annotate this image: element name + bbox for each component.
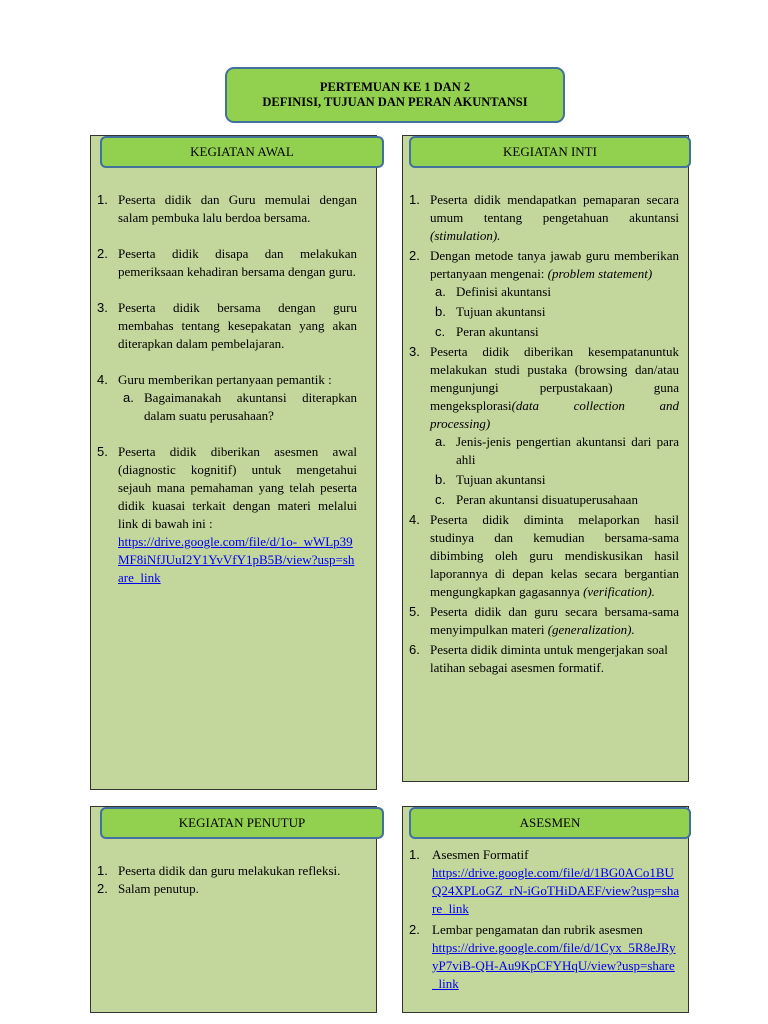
- sub-item-text: Tujuan akuntansi: [456, 472, 546, 487]
- sub-item-text: Peran akuntansi disuatuperusahaan: [456, 492, 638, 507]
- item-text: Guru memberikan pertanyaan pemantik :: [118, 372, 332, 387]
- sub-item-text: Definisi akuntansi: [456, 284, 551, 299]
- item-emphasis: (data collection and processing): [430, 398, 679, 431]
- page-title: [225, 67, 565, 123]
- list-item: 2. Dengan metode tanya jawab guru memberikan pertanyaan mengenai: (problem statement) a. Definisi akuntansi b. Tujuan akuntansi c. Peran akuntansi: [409, 248, 679, 339]
- header-asesmen: ASESMEN: [409, 807, 691, 839]
- sub-list-item: a. Jenis-jenis pengertian akuntansi dari para ahli: [435, 434, 679, 467]
- item-text: Peserta didik disapa dan melakukan pemeriksaan kehadiran bersama dengan guru.: [118, 246, 357, 279]
- item-text: Peserta didik diminta melaporkan hasil studinya dan kemudian bersama-sama dibimbing oleh guru mendiskusikan hasil laporannya di depan kelas secara bergantian mengungkapkan gagasannya: [430, 512, 679, 599]
- list-item: 3. Peserta didik diberikan kesempatanuntuk melakukan studi pustaka (browsing dan/atau mengunjungi perpustakaan) guna mengeksplorasi(data collection and processing) a. Jenis-jenis pengertian akuntansi dari para ahli b. Tujuan akuntansi c. Peran akuntansi disuatuperusahaan: [409, 344, 679, 507]
- list-item: 4. Peserta didik diminta melaporkan hasil studinya dan kemudian bersama-sama dibimbing oleh guru mendiskusikan hasil laporannya di depan kelas secara bergantian mengungkapkan gagasannya (verification).: [409, 512, 679, 599]
- sub-list-item: c. Peran akuntansi: [435, 324, 539, 339]
- sub-item-text: Bagaimanakah akuntansi diterapkan dalam suatu perusahaan?: [144, 390, 357, 423]
- item-emphasis: (verification).: [583, 584, 655, 599]
- item-text: Peserta didik diberikan kesempatanuntuk melakukan studi pustaka (browsing dan/atau mengunjungi perpustakaan) guna mengeksplorasi: [430, 344, 679, 413]
- list-item: 1. Peserta didik dan Guru memulai dengan salam pembuka lalu berdoa bersama.: [97, 192, 357, 225]
- list-item: 1. Peserta didik dan guru melakukan refleksi.: [97, 863, 341, 878]
- sub-list-item: b. Tujuan akuntansi: [435, 304, 546, 319]
- item-text: Asesmen Formatif: [432, 847, 529, 862]
- list-item: 1. Asesmen Formatif https://drive.google.com/file/d/1BG0ACo1BUQ24XPLoGZ_rN-iGoTHiDAEF/view?usp=share_link: [409, 847, 680, 916]
- item-text: Dengan metode tanya jawab guru memberikan pertanyaan mengenai:: [430, 248, 679, 281]
- sub-list-item: b. Tujuan akuntansi: [435, 472, 546, 487]
- diagnostic-link[interactable]: https://drive.google.com/file/d/1o-_wWLp39MF8iNfJUuI2Y1YvVfY1pB5B/view?usp=share_link: [118, 534, 355, 585]
- list-item: 2. Lembar pengamatan dan rubrik asesmen https://drive.google.com/file/d/1Cyx_5R8eJRyyP7viB-QH-Au9KpCFYHqU/view?usp=share_link: [409, 921, 681, 993]
- sub-item-text: Peran akuntansi: [456, 324, 539, 339]
- sub-item-text: Jenis-jenis pengertian akuntansi dari para ahli: [456, 434, 679, 467]
- list-item: 2. Salam penutup.: [97, 881, 199, 896]
- title-line-2: DEFINISI, TUJUAN DAN PERAN AKUNTANSI: [262, 95, 528, 109]
- item-text: Peserta didik dan Guru memulai dengan salam pembuka lalu berdoa bersama.: [118, 192, 357, 225]
- item-text: Peserta didik bersama dengan guru membahas tentang kesepakatan yang akan diterapkan dalam pembelajaran.: [118, 300, 357, 351]
- item-emphasis: (generalization).: [547, 622, 635, 637]
- sub-list-item: c. Peran akuntansi disuatuperusahaan: [435, 492, 638, 507]
- item-text: Lembar pengamatan dan rubrik asesmen: [432, 922, 643, 937]
- sub-list-item: a. Definisi akuntansi: [435, 284, 551, 299]
- header-kegiatan-inti: KEGIATAN INTI: [409, 136, 691, 168]
- list-item: 2. Peserta didik disapa dan melakukan pemeriksaan kehadiran bersama dengan guru.: [97, 246, 357, 279]
- list-kegiatan-awal: [97, 191, 357, 587]
- list-item: 5. Peserta didik dan guru secara bersama-sama menyimpulkan materi (generalization).: [409, 604, 679, 637]
- item-text: Peserta didik diberikan asesmen awal (diagnostic kognitif) untuk mengetahui sejauh mana pemahaman yang telah peserta didik kuasai terkait dengan materi melalui link di bawah ini :: [118, 444, 357, 531]
- list-item: 3. Peserta didik bersama dengan guru membahas tentang kesepakatan yang akan diterapkan dalam pembelajaran.: [97, 300, 357, 351]
- header-kegiatan-awal: KEGIATAN AWAL: [100, 136, 384, 168]
- item-text: Peserta didik dan guru secara bersama-sama menyimpulkan materi: [430, 604, 679, 637]
- header-kegiatan-penutup: KEGIATAN PENUTUP: [100, 807, 384, 839]
- list-item: 5. Peserta didik diberikan asesmen awal (diagnostic kognitif) untuk mengetahui sejauh mana pemahaman yang telah peserta didik kuasai terkait dengan materi melalui link di bawah ini : https://drive.google.com/file/d/1o-_wWLp39MF8iNfJUuI2Y1YvVfY1pB5B/view?usp=share_link: [97, 444, 357, 585]
- sub-list-item: a. Bagaimanakah akuntansi diterapkan dalam suatu perusahaan?: [123, 390, 357, 423]
- list-item: 1. Peserta didik mendapatkan pemaparan secara umum tentang pengetahuan akuntansi (stimulation).: [409, 192, 679, 243]
- list-asesmen: [409, 846, 681, 993]
- list-kegiatan-inti: [409, 191, 679, 677]
- item-text: Salam penutup.: [118, 881, 199, 896]
- list-kegiatan-penutup: [97, 862, 357, 898]
- item-emphasis: (stimulation).: [430, 228, 501, 243]
- sub-item-text: Tujuan akuntansi: [456, 304, 546, 319]
- item-text: Peserta didik dan guru melakukan refleksi.: [118, 863, 341, 878]
- list-item: 4. Guru memberikan pertanyaan pemantik : a. Bagaimanakah akuntansi diterapkan dalam suatu perusahaan?: [97, 372, 357, 423]
- item-text: Peserta didik mendapatkan pemaparan secara umum tentang pengetahuan akuntansi: [430, 192, 679, 225]
- formative-assessment-link[interactable]: https://drive.google.com/file/d/1BG0ACo1BUQ24XPLoGZ_rN-iGoTHiDAEF/view?usp=share_link: [432, 865, 680, 916]
- list-item: 6. Peserta didik diminta untuk mengerjakan soal latihan sebagai asesmen formatif.: [409, 642, 668, 675]
- item-emphasis: (problem statement): [547, 266, 653, 281]
- title-line-1: PERTEMUAN KE 1 DAN 2: [319, 80, 471, 94]
- rubric-assessment-link[interactable]: https://drive.google.com/file/d/1Cyx_5R8eJRyyP7viB-QH-Au9KpCFYHqU/view?usp=share_link: [432, 940, 676, 991]
- item-text: Peserta didik diminta untuk mengerjakan soal latihan sebagai asesmen formatif.: [430, 642, 668, 675]
